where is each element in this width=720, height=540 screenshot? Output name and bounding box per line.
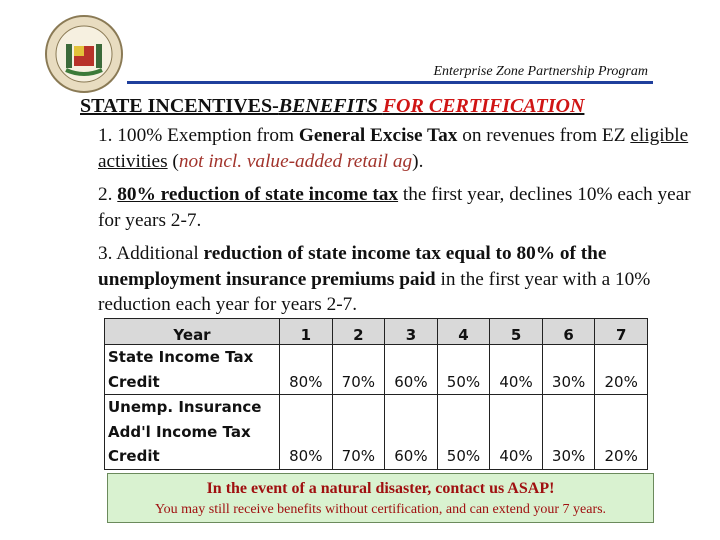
cell: 80% <box>280 345 333 395</box>
header-cell: 7 <box>595 319 648 345</box>
title-part: FOR CERTIFICATION <box>382 95 585 117</box>
hawaii-state-seal-logo <box>44 14 124 94</box>
row-label: State Income Tax Credit <box>105 345 280 395</box>
notice-body: You may still receive benefits without certification, and can extend your 7 years. <box>154 502 607 517</box>
page-title <box>80 95 584 118</box>
header-cell: Year <box>105 319 280 345</box>
cell: 60% <box>385 345 438 395</box>
notice-headline: In the event of a natural disaster, contact us ASAP! <box>206 480 555 497</box>
cell: 60% <box>385 395 438 470</box>
cell: 80% <box>280 395 333 470</box>
cell: 20% <box>595 395 648 470</box>
cell: 30% <box>542 345 595 395</box>
row-label: Unemp. Insurance Add'l Income Tax Credit <box>105 395 280 470</box>
cell: 70% <box>332 395 385 470</box>
title-part: BENEFITS <box>278 95 383 117</box>
header-cell: 2 <box>332 319 385 345</box>
cell: 50% <box>437 395 490 470</box>
table-row <box>105 395 648 470</box>
cell: 40% <box>490 395 543 470</box>
table-header-row <box>105 319 648 345</box>
disaster-notice <box>107 473 654 523</box>
header-cell: 3 <box>385 319 438 345</box>
list-item: 1. 100% Exemption from General Excise Tax on revenues from EZ eligible activities (not incl. value-added retail ag). <box>98 125 689 172</box>
program-name: Enterprise Zone Partnership Program <box>433 64 648 79</box>
table-row <box>105 345 648 395</box>
header-cell: 5 <box>490 319 543 345</box>
credit-table <box>104 318 648 470</box>
cell: 20% <box>595 345 648 395</box>
header-divider <box>127 81 653 84</box>
list-item: 2. 80% reduction of state income tax the first year, declines 10% each year for years 2-7. <box>98 184 691 231</box>
header-cell: 4 <box>437 319 490 345</box>
cell: 40% <box>490 345 543 395</box>
header-cell: 1 <box>280 319 333 345</box>
incentive-list <box>98 123 698 326</box>
cell: 70% <box>332 345 385 395</box>
title-part: STATE INCENTIVES- <box>80 95 279 117</box>
cell: 50% <box>437 345 490 395</box>
list-item: 3. Additional reduction of state income tax equal to 80% of the unemployment insurance premiums paid in the first year with a 10% reduction each year for years 2-7. <box>98 243 651 315</box>
header-cell: 6 <box>542 319 595 345</box>
cell: 30% <box>542 395 595 470</box>
